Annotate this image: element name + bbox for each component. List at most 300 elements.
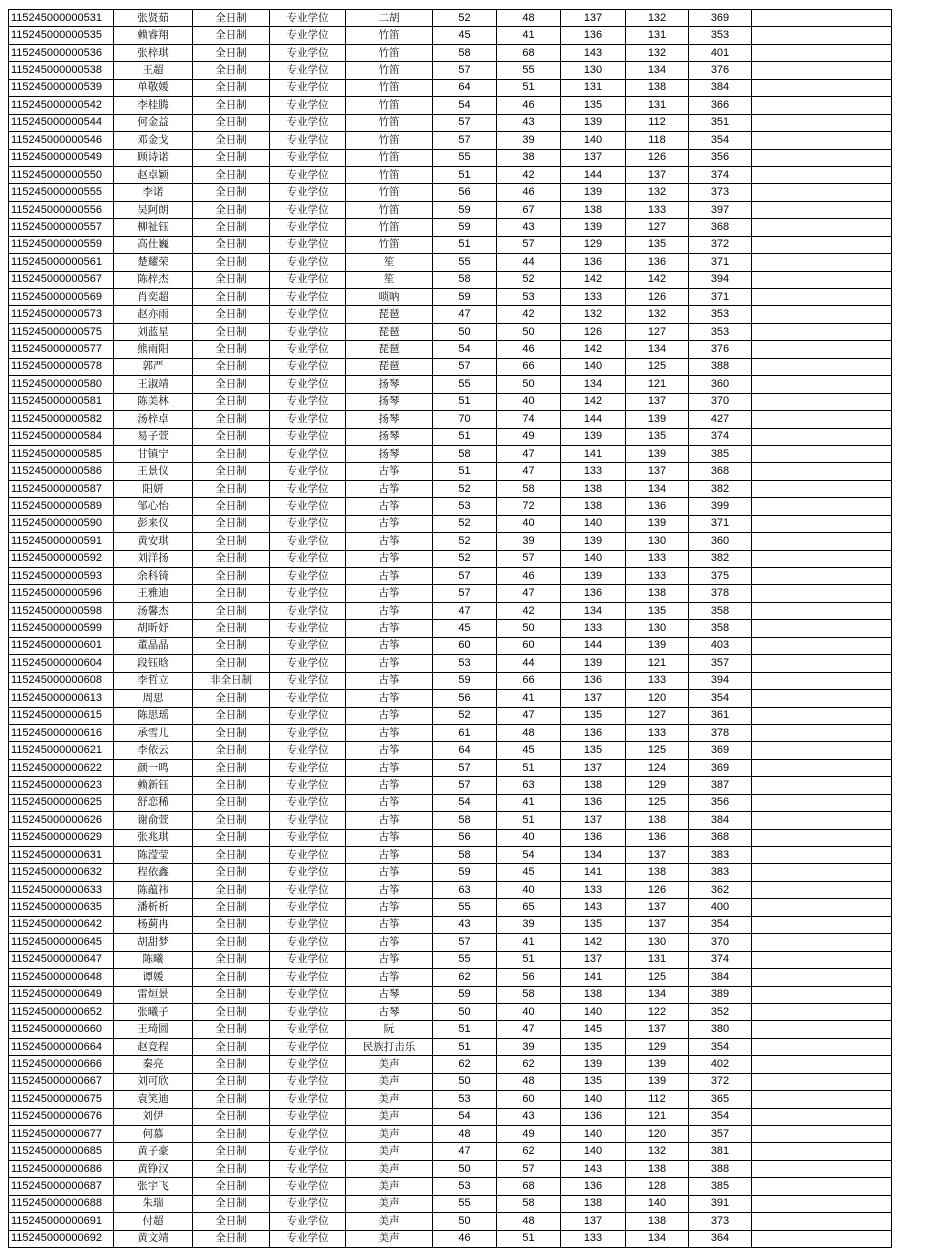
remarks-cell bbox=[752, 724, 892, 741]
degree-type-cell: 专业学位 bbox=[270, 1126, 346, 1143]
score-foreign-language-cell: 39 bbox=[497, 916, 561, 933]
score-subject-1-cell: 140 bbox=[561, 132, 626, 149]
score-subject-2-cell: 139 bbox=[626, 1073, 689, 1090]
degree-type-cell: 专业学位 bbox=[270, 184, 346, 201]
major-cell: 古筝 bbox=[346, 759, 433, 776]
study-mode-cell: 全日制 bbox=[193, 881, 270, 898]
score-subject-1-cell: 140 bbox=[561, 515, 626, 532]
major-cell: 古筝 bbox=[346, 585, 433, 602]
candidate-id-cell: 115245000000635 bbox=[9, 899, 114, 916]
remarks-cell bbox=[752, 690, 892, 707]
major-cell: 古筝 bbox=[346, 881, 433, 898]
candidate-id-cell: 115245000000575 bbox=[9, 323, 114, 340]
remarks-cell bbox=[752, 969, 892, 986]
study-mode-cell: 全日制 bbox=[193, 986, 270, 1003]
candidate-name-cell: 谢俞萱 bbox=[114, 812, 193, 829]
remarks-cell bbox=[752, 637, 892, 654]
candidate-id-cell: 115245000000544 bbox=[9, 114, 114, 131]
table-row bbox=[9, 114, 892, 131]
table-row bbox=[9, 376, 892, 393]
score-foreign-language-cell: 40 bbox=[497, 829, 561, 846]
score-politics-cell: 57 bbox=[433, 62, 497, 79]
study-mode-cell: 全日制 bbox=[193, 166, 270, 183]
score-subject-1-cell: 138 bbox=[561, 201, 626, 218]
study-mode-cell: 全日制 bbox=[193, 1230, 270, 1247]
candidate-name-cell: 刘蓝星 bbox=[114, 323, 193, 340]
score-subject-1-cell: 133 bbox=[561, 881, 626, 898]
degree-type-cell: 专业学位 bbox=[270, 829, 346, 846]
score-politics-cell: 59 bbox=[433, 986, 497, 1003]
table-row bbox=[9, 254, 892, 271]
major-cell: 竹笛 bbox=[346, 184, 433, 201]
degree-type-cell: 专业学位 bbox=[270, 637, 346, 654]
score-politics-cell: 47 bbox=[433, 1143, 497, 1160]
score-subject-2-cell: 135 bbox=[626, 428, 689, 445]
score-total-cell: 394 bbox=[689, 672, 752, 689]
score-foreign-language-cell: 45 bbox=[497, 742, 561, 759]
score-subject-1-cell: 139 bbox=[561, 114, 626, 131]
score-politics-cell: 52 bbox=[433, 515, 497, 532]
score-politics-cell: 46 bbox=[433, 1230, 497, 1247]
score-foreign-language-cell: 43 bbox=[497, 219, 561, 236]
candidate-id-cell: 115245000000536 bbox=[9, 44, 114, 61]
candidate-id-cell: 115245000000555 bbox=[9, 184, 114, 201]
score-politics-cell: 59 bbox=[433, 219, 497, 236]
table-row bbox=[9, 428, 892, 445]
score-subject-1-cell: 137 bbox=[561, 10, 626, 27]
candidate-name-cell: 赵亦雨 bbox=[114, 306, 193, 323]
study-mode-cell: 全日制 bbox=[193, 655, 270, 672]
score-politics-cell: 58 bbox=[433, 44, 497, 61]
score-subject-1-cell: 137 bbox=[561, 951, 626, 968]
remarks-cell bbox=[752, 707, 892, 724]
score-subject-2-cell: 133 bbox=[626, 568, 689, 585]
study-mode-cell: 非全日制 bbox=[193, 672, 270, 689]
score-politics-cell: 48 bbox=[433, 1126, 497, 1143]
degree-type-cell: 专业学位 bbox=[270, 934, 346, 951]
candidate-name-cell: 赵竞程 bbox=[114, 1038, 193, 1055]
score-subject-1-cell: 135 bbox=[561, 916, 626, 933]
score-subject-1-cell: 142 bbox=[561, 934, 626, 951]
remarks-cell bbox=[752, 1195, 892, 1212]
score-politics-cell: 55 bbox=[433, 376, 497, 393]
major-cell: 古筝 bbox=[346, 951, 433, 968]
score-total-cell: 374 bbox=[689, 951, 752, 968]
score-politics-cell: 70 bbox=[433, 411, 497, 428]
candidate-id-cell: 115245000000616 bbox=[9, 724, 114, 741]
remarks-cell bbox=[752, 847, 892, 864]
study-mode-cell: 全日制 bbox=[193, 969, 270, 986]
score-total-cell: 356 bbox=[689, 149, 752, 166]
major-cell: 扬琴 bbox=[346, 376, 433, 393]
score-foreign-language-cell: 72 bbox=[497, 498, 561, 515]
score-politics-cell: 58 bbox=[433, 847, 497, 864]
candidate-name-cell: 楚耀荣 bbox=[114, 254, 193, 271]
remarks-cell bbox=[752, 79, 892, 96]
study-mode-cell: 全日制 bbox=[193, 568, 270, 585]
score-subject-2-cell: 138 bbox=[626, 1160, 689, 1177]
remarks-cell bbox=[752, 1073, 892, 1090]
candidate-name-cell: 邹心怡 bbox=[114, 498, 193, 515]
study-mode-cell: 全日制 bbox=[193, 271, 270, 288]
score-total-cell: 378 bbox=[689, 724, 752, 741]
score-politics-cell: 47 bbox=[433, 306, 497, 323]
candidate-id-cell: 115245000000585 bbox=[9, 445, 114, 462]
score-foreign-language-cell: 41 bbox=[497, 794, 561, 811]
degree-type-cell: 专业学位 bbox=[270, 445, 346, 462]
score-politics-cell: 62 bbox=[433, 969, 497, 986]
major-cell: 古筝 bbox=[346, 916, 433, 933]
candidate-id-cell: 115245000000596 bbox=[9, 585, 114, 602]
score-foreign-language-cell: 51 bbox=[497, 951, 561, 968]
degree-type-cell: 专业学位 bbox=[270, 794, 346, 811]
score-politics-cell: 53 bbox=[433, 1091, 497, 1108]
score-foreign-language-cell: 50 bbox=[497, 376, 561, 393]
candidate-id-cell: 115245000000625 bbox=[9, 794, 114, 811]
candidate-name-cell: 李哲立 bbox=[114, 672, 193, 689]
score-subject-2-cell: 129 bbox=[626, 777, 689, 794]
score-subject-2-cell: 129 bbox=[626, 1038, 689, 1055]
score-subject-2-cell: 132 bbox=[626, 10, 689, 27]
candidate-id-cell: 115245000000561 bbox=[9, 254, 114, 271]
major-cell: 古筝 bbox=[346, 690, 433, 707]
study-mode-cell: 全日制 bbox=[193, 690, 270, 707]
degree-type-cell: 专业学位 bbox=[270, 951, 346, 968]
candidate-id-cell: 115245000000577 bbox=[9, 341, 114, 358]
score-total-cell: 357 bbox=[689, 655, 752, 672]
score-foreign-language-cell: 46 bbox=[497, 341, 561, 358]
table-row bbox=[9, 1073, 892, 1090]
score-total-cell: 400 bbox=[689, 899, 752, 916]
degree-type-cell: 专业学位 bbox=[270, 114, 346, 131]
score-subject-1-cell: 139 bbox=[561, 533, 626, 550]
score-subject-1-cell: 140 bbox=[561, 1143, 626, 1160]
score-foreign-language-cell: 51 bbox=[497, 1230, 561, 1247]
major-cell: 古筝 bbox=[346, 899, 433, 916]
score-total-cell: 387 bbox=[689, 777, 752, 794]
score-total-cell: 354 bbox=[689, 916, 752, 933]
study-mode-cell: 全日制 bbox=[193, 515, 270, 532]
degree-type-cell: 专业学位 bbox=[270, 44, 346, 61]
score-total-cell: 385 bbox=[689, 1178, 752, 1195]
remarks-cell bbox=[752, 393, 892, 410]
study-mode-cell: 全日制 bbox=[193, 306, 270, 323]
candidate-name-cell: 刘伊 bbox=[114, 1108, 193, 1125]
score-subject-1-cell: 126 bbox=[561, 323, 626, 340]
table-row bbox=[9, 201, 892, 218]
degree-type-cell: 专业学位 bbox=[270, 602, 346, 619]
remarks-cell bbox=[752, 1021, 892, 1038]
score-subject-1-cell: 141 bbox=[561, 445, 626, 462]
study-mode-cell: 全日制 bbox=[193, 463, 270, 480]
score-total-cell: 366 bbox=[689, 97, 752, 114]
score-politics-cell: 61 bbox=[433, 724, 497, 741]
score-subject-1-cell: 133 bbox=[561, 1230, 626, 1247]
candidate-id-cell: 115245000000598 bbox=[9, 602, 114, 619]
candidate-name-cell: 肖奕超 bbox=[114, 289, 193, 306]
candidate-id-cell: 115245000000676 bbox=[9, 1108, 114, 1125]
candidate-name-cell: 何金益 bbox=[114, 114, 193, 131]
score-total-cell: 382 bbox=[689, 480, 752, 497]
score-subject-1-cell: 143 bbox=[561, 1160, 626, 1177]
candidate-name-cell: 王超 bbox=[114, 62, 193, 79]
score-total-cell: 369 bbox=[689, 742, 752, 759]
score-total-cell: 354 bbox=[689, 132, 752, 149]
score-total-cell: 365 bbox=[689, 1091, 752, 1108]
remarks-cell bbox=[752, 1038, 892, 1055]
degree-type-cell: 专业学位 bbox=[270, 812, 346, 829]
score-foreign-language-cell: 49 bbox=[497, 1126, 561, 1143]
major-cell: 古筝 bbox=[346, 515, 433, 532]
major-cell: 阮 bbox=[346, 1021, 433, 1038]
candidate-name-cell: 甘镇宁 bbox=[114, 445, 193, 462]
candidate-id-cell: 115245000000615 bbox=[9, 707, 114, 724]
score-total-cell: 383 bbox=[689, 864, 752, 881]
candidate-id-cell: 115245000000573 bbox=[9, 306, 114, 323]
score-subject-1-cell: 131 bbox=[561, 79, 626, 96]
remarks-cell bbox=[752, 445, 892, 462]
major-cell: 美声 bbox=[346, 1213, 433, 1230]
study-mode-cell: 全日制 bbox=[193, 79, 270, 96]
candidate-id-cell: 115245000000626 bbox=[9, 812, 114, 829]
table-row bbox=[9, 533, 892, 550]
candidate-name-cell: 黄文靖 bbox=[114, 1230, 193, 1247]
score-subject-2-cell: 120 bbox=[626, 690, 689, 707]
score-subject-2-cell: 134 bbox=[626, 341, 689, 358]
score-subject-2-cell: 138 bbox=[626, 864, 689, 881]
score-subject-2-cell: 130 bbox=[626, 533, 689, 550]
study-mode-cell: 全日制 bbox=[193, 1091, 270, 1108]
study-mode-cell: 全日制 bbox=[193, 934, 270, 951]
remarks-cell bbox=[752, 289, 892, 306]
candidate-name-cell: 潘析析 bbox=[114, 899, 193, 916]
table-row bbox=[9, 79, 892, 96]
study-mode-cell: 全日制 bbox=[193, 44, 270, 61]
candidate-name-cell: 余科锜 bbox=[114, 568, 193, 585]
table-row bbox=[9, 1056, 892, 1073]
score-foreign-language-cell: 41 bbox=[497, 934, 561, 951]
candidate-id-cell: 115245000000535 bbox=[9, 27, 114, 44]
major-cell: 二胡 bbox=[346, 10, 433, 27]
degree-type-cell: 专业学位 bbox=[270, 306, 346, 323]
score-politics-cell: 58 bbox=[433, 445, 497, 462]
score-politics-cell: 53 bbox=[433, 655, 497, 672]
candidate-name-cell: 张兆琪 bbox=[114, 829, 193, 846]
table-row bbox=[9, 1003, 892, 1020]
candidate-id-cell: 115245000000578 bbox=[9, 358, 114, 375]
study-mode-cell: 全日制 bbox=[193, 1160, 270, 1177]
score-foreign-language-cell: 42 bbox=[497, 602, 561, 619]
candidate-name-cell: 赖新钰 bbox=[114, 777, 193, 794]
score-foreign-language-cell: 47 bbox=[497, 463, 561, 480]
candidate-name-cell: 阳妍 bbox=[114, 480, 193, 497]
score-foreign-language-cell: 48 bbox=[497, 10, 561, 27]
degree-type-cell: 专业学位 bbox=[270, 323, 346, 340]
score-foreign-language-cell: 60 bbox=[497, 637, 561, 654]
score-foreign-language-cell: 42 bbox=[497, 306, 561, 323]
remarks-cell bbox=[752, 184, 892, 201]
study-mode-cell: 全日制 bbox=[193, 1056, 270, 1073]
major-cell: 琵琶 bbox=[346, 323, 433, 340]
candidate-id-cell: 115245000000569 bbox=[9, 289, 114, 306]
major-cell: 美声 bbox=[346, 1143, 433, 1160]
major-cell: 古筝 bbox=[346, 498, 433, 515]
candidate-name-cell: 张宇飞 bbox=[114, 1178, 193, 1195]
candidate-id-cell: 115245000000591 bbox=[9, 533, 114, 550]
study-mode-cell: 全日制 bbox=[193, 498, 270, 515]
remarks-cell bbox=[752, 411, 892, 428]
degree-type-cell: 专业学位 bbox=[270, 1056, 346, 1073]
score-subject-2-cell: 132 bbox=[626, 44, 689, 61]
degree-type-cell: 专业学位 bbox=[270, 864, 346, 881]
study-mode-cell: 全日制 bbox=[193, 236, 270, 253]
major-cell: 唢呐 bbox=[346, 289, 433, 306]
degree-type-cell: 专业学位 bbox=[270, 271, 346, 288]
major-cell: 美声 bbox=[346, 1230, 433, 1247]
score-subject-1-cell: 140 bbox=[561, 1091, 626, 1108]
remarks-cell bbox=[752, 916, 892, 933]
major-cell: 竹笛 bbox=[346, 149, 433, 166]
score-subject-1-cell: 136 bbox=[561, 1108, 626, 1125]
candidate-id-cell: 115245000000677 bbox=[9, 1126, 114, 1143]
score-foreign-language-cell: 40 bbox=[497, 393, 561, 410]
score-total-cell: 373 bbox=[689, 184, 752, 201]
score-total-cell: 389 bbox=[689, 986, 752, 1003]
remarks-cell bbox=[752, 1108, 892, 1125]
score-foreign-language-cell: 43 bbox=[497, 1108, 561, 1125]
score-subject-1-cell: 133 bbox=[561, 289, 626, 306]
study-mode-cell: 全日制 bbox=[193, 376, 270, 393]
score-politics-cell: 45 bbox=[433, 27, 497, 44]
remarks-cell bbox=[752, 1160, 892, 1177]
study-mode-cell: 全日制 bbox=[193, 951, 270, 968]
remarks-cell bbox=[752, 149, 892, 166]
score-table bbox=[8, 9, 892, 1248]
score-subject-2-cell: 130 bbox=[626, 620, 689, 637]
score-total-cell: 391 bbox=[689, 1195, 752, 1212]
score-subject-1-cell: 135 bbox=[561, 1038, 626, 1055]
score-subject-1-cell: 134 bbox=[561, 376, 626, 393]
score-total-cell: 376 bbox=[689, 62, 752, 79]
remarks-cell bbox=[752, 655, 892, 672]
score-subject-2-cell: 139 bbox=[626, 1056, 689, 1073]
degree-type-cell: 专业学位 bbox=[270, 498, 346, 515]
major-cell: 古筝 bbox=[346, 672, 433, 689]
score-subject-1-cell: 143 bbox=[561, 899, 626, 916]
score-politics-cell: 51 bbox=[433, 166, 497, 183]
study-mode-cell: 全日制 bbox=[193, 1073, 270, 1090]
score-subject-1-cell: 134 bbox=[561, 847, 626, 864]
score-total-cell: 385 bbox=[689, 445, 752, 462]
major-cell: 古琴 bbox=[346, 986, 433, 1003]
degree-type-cell: 专业学位 bbox=[270, 411, 346, 428]
score-politics-cell: 57 bbox=[433, 934, 497, 951]
degree-type-cell: 专业学位 bbox=[270, 1195, 346, 1212]
table-row bbox=[9, 829, 892, 846]
major-cell: 美声 bbox=[346, 1073, 433, 1090]
candidate-name-cell: 黄子豪 bbox=[114, 1143, 193, 1160]
score-foreign-language-cell: 41 bbox=[497, 690, 561, 707]
degree-type-cell: 专业学位 bbox=[270, 428, 346, 445]
table-row bbox=[9, 480, 892, 497]
candidate-name-cell: 李诺 bbox=[114, 184, 193, 201]
candidate-id-cell: 115245000000613 bbox=[9, 690, 114, 707]
study-mode-cell: 全日制 bbox=[193, 1003, 270, 1020]
score-subject-1-cell: 139 bbox=[561, 219, 626, 236]
score-subject-2-cell: 127 bbox=[626, 219, 689, 236]
score-foreign-language-cell: 40 bbox=[497, 1003, 561, 1020]
score-subject-1-cell: 136 bbox=[561, 724, 626, 741]
table-row bbox=[9, 149, 892, 166]
major-cell: 民族打击乐 bbox=[346, 1038, 433, 1055]
score-total-cell: 361 bbox=[689, 707, 752, 724]
score-total-cell: 388 bbox=[689, 1160, 752, 1177]
candidate-name-cell: 程依鑫 bbox=[114, 864, 193, 881]
score-subject-2-cell: 139 bbox=[626, 411, 689, 428]
score-subject-2-cell: 126 bbox=[626, 289, 689, 306]
score-foreign-language-cell: 63 bbox=[497, 777, 561, 794]
candidate-id-cell: 115245000000592 bbox=[9, 550, 114, 567]
major-cell: 竹笛 bbox=[346, 97, 433, 114]
candidate-name-cell: 胡昕妤 bbox=[114, 620, 193, 637]
score-politics-cell: 51 bbox=[433, 1038, 497, 1055]
candidate-name-cell: 郭严 bbox=[114, 358, 193, 375]
study-mode-cell: 全日制 bbox=[193, 724, 270, 741]
score-politics-cell: 54 bbox=[433, 1108, 497, 1125]
score-politics-cell: 55 bbox=[433, 149, 497, 166]
major-cell: 古筝 bbox=[346, 847, 433, 864]
major-cell: 古筝 bbox=[346, 794, 433, 811]
score-foreign-language-cell: 50 bbox=[497, 323, 561, 340]
score-politics-cell: 57 bbox=[433, 114, 497, 131]
candidate-id-cell: 115245000000687 bbox=[9, 1178, 114, 1195]
table-row bbox=[9, 759, 892, 776]
score-subject-2-cell: 137 bbox=[626, 1021, 689, 1038]
score-total-cell: 357 bbox=[689, 1126, 752, 1143]
degree-type-cell: 专业学位 bbox=[270, 62, 346, 79]
table-row bbox=[9, 1178, 892, 1195]
remarks-cell bbox=[752, 759, 892, 776]
table-row bbox=[9, 1195, 892, 1212]
major-cell: 竹笛 bbox=[346, 44, 433, 61]
major-cell: 美声 bbox=[346, 1108, 433, 1125]
degree-type-cell: 专业学位 bbox=[270, 236, 346, 253]
score-total-cell: 368 bbox=[689, 463, 752, 480]
remarks-cell bbox=[752, 428, 892, 445]
score-total-cell: 354 bbox=[689, 690, 752, 707]
major-cell: 琵琶 bbox=[346, 358, 433, 375]
score-subject-1-cell: 145 bbox=[561, 1021, 626, 1038]
study-mode-cell: 全日制 bbox=[193, 1021, 270, 1038]
table-row bbox=[9, 881, 892, 898]
score-total-cell: 354 bbox=[689, 1038, 752, 1055]
candidate-id-cell: 115245000000550 bbox=[9, 166, 114, 183]
score-foreign-language-cell: 47 bbox=[497, 707, 561, 724]
score-foreign-language-cell: 66 bbox=[497, 358, 561, 375]
score-foreign-language-cell: 57 bbox=[497, 236, 561, 253]
score-politics-cell: 57 bbox=[433, 568, 497, 585]
score-total-cell: 378 bbox=[689, 585, 752, 602]
score-foreign-language-cell: 66 bbox=[497, 672, 561, 689]
candidate-name-cell: 邓金戈 bbox=[114, 132, 193, 149]
table-row bbox=[9, 568, 892, 585]
candidate-id-cell: 115245000000686 bbox=[9, 1160, 114, 1177]
remarks-cell bbox=[752, 1003, 892, 1020]
score-total-cell: 369 bbox=[689, 10, 752, 27]
score-politics-cell: 59 bbox=[433, 672, 497, 689]
score-total-cell: 362 bbox=[689, 881, 752, 898]
score-total-cell: 358 bbox=[689, 620, 752, 637]
